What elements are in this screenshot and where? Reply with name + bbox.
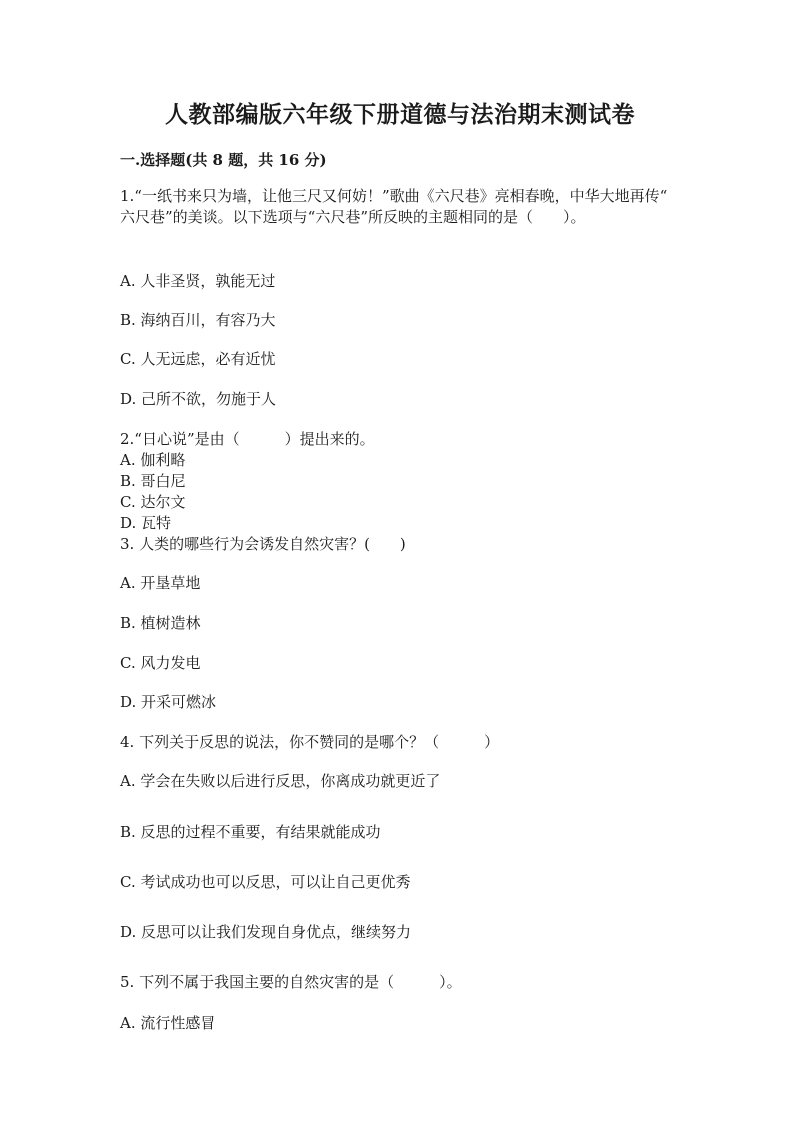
question-4-option-b: B. 反思的过程不重要，有结果就能成功	[120, 823, 381, 841]
question-4-option-c: C. 考试成功也可以反思，可以让自己更优秀	[120, 873, 411, 891]
question-2-option-a: A. 伽利略	[120, 451, 186, 469]
question-3-option-a: A. 开垦草地	[120, 574, 201, 592]
question-2-option-d: D. 瓦特	[120, 514, 172, 532]
question-1-option-d: D. 己所不欲，勿施于人	[120, 390, 277, 408]
page-title: 人教部编版六年级下册道德与法治期末测试卷	[165, 101, 635, 128]
question-4-stem: 4. 下列关于反思的说法，你不赞同的是哪个？（ ）	[120, 733, 500, 751]
question-4-option-a: A. 学会在失败以后进行反思，你离成功就更近了	[120, 772, 441, 790]
question-1-option-a: A. 人非圣贤，孰能无过	[120, 272, 276, 290]
question-1-stem: 1.“一纸书来只为墙，让他三尺又何妨！”歌曲《六尺巷》亮相春晚，中华大地再传“ 六尺巷”的美谈。以下选项与“六尺巷”所反映的主题相同的是（ ）。	[120, 187, 668, 226]
question-5-option-a: A. 流行性感冒	[120, 1014, 216, 1032]
question-3-stem: 3. 人类的哪些行为会诱发自然灾害？( )	[120, 535, 406, 553]
question-2-stem: 2.“日心说”是由（ ）提出来的。	[120, 430, 375, 448]
question-4-option-d: D. 反思可以让我们发现自身优点，继续努力	[120, 923, 412, 941]
question-3-option-c: C. 风力发电	[120, 654, 201, 672]
question-2-option-b: B. 哥白尼	[120, 472, 186, 490]
question-1-option-b: B. 海纳百川，有容乃大	[120, 311, 276, 329]
question-2-option-c: C. 达尔文	[120, 493, 186, 511]
question-1-option-c: C. 人无远虑，必有近忧	[120, 350, 276, 368]
question-3-option-b: B. 植树造林	[120, 614, 201, 632]
question-5-stem: 5. 下列不属于我国主要的自然灾害的是（ ）。	[120, 973, 462, 991]
question-3-option-d: D. 开采可燃冰	[120, 693, 217, 711]
section-heading: 一.选择题(共 8 题，共 16 分)	[120, 151, 327, 169]
